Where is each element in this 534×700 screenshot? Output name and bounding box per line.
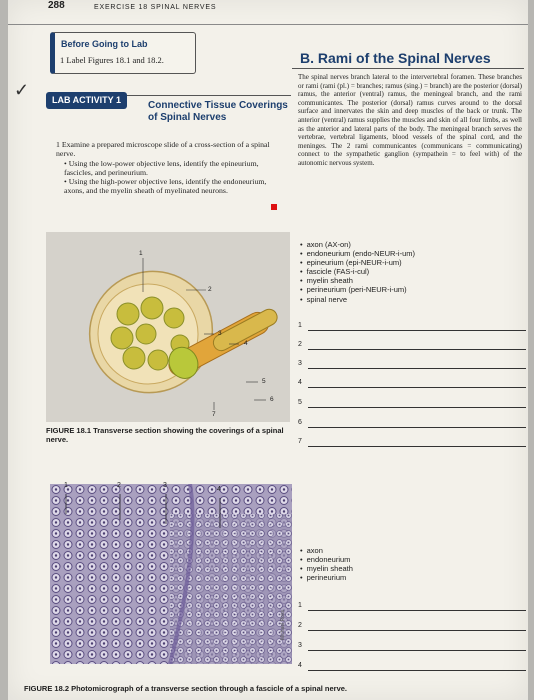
lab-activity-badge: LAB ACTIVITY 1 — [46, 92, 127, 109]
answer-line-4[interactable] — [308, 670, 526, 671]
callout-label: 6 — [270, 396, 274, 403]
callout-label: 1 — [139, 250, 143, 257]
nerve-illustration — [46, 232, 290, 422]
word-bank-term: • myelin sheath — [300, 564, 353, 573]
running-head: EXERCISE 18 SPINAL NERVES — [94, 4, 217, 11]
word-bank-term: • axon — [300, 546, 353, 555]
answer-number: 2 — [298, 622, 302, 629]
callout-label: 2 — [117, 482, 121, 489]
word-bank-term: • endoneurium (endo-NEUR-i-um) — [300, 249, 415, 258]
figure-18-1-word-bank — [300, 240, 415, 304]
callout-label: 3 — [218, 330, 222, 337]
word-bank-term: • spinal nerve — [300, 295, 415, 304]
callout-label: 3 — [163, 482, 167, 489]
figure-18-2-word-bank — [300, 546, 353, 582]
section-body: The spinal nerves branch lateral to the intervertebral foramen. These branches or rami (rami (pl.) = branches; ramus (sing.) = branch) are the posterior (dorsal) ramus, the anterior (ventral) ramus, the meningeal branch, and the rami communicantes. The posterior (dorsal) ramus curves around to the dorsal surface and innervates the skin and deep muscles of the back or trunk. The anterior (ventral) ramus supplies the muscles and skin of all four limbs, as well as the anterior and lateral parts of the body. The meningeal branch serves the vertebrae, vertebral ligaments, blood vessels of the spinal cord, and the meninges. The 2 rami communicantes (communicans = communicating) connect to the sympathetic ganglion (sympathein = to feel with) of the autonomic nervous system. — [298, 73, 522, 167]
activity-bullet: • Using the low-power objective lens, identify the epineurium, fascicles, and perineurium. — [64, 158, 259, 177]
answer-number: 1 — [298, 602, 302, 609]
answer-number: 4 — [298, 662, 302, 669]
section-rule — [292, 68, 524, 69]
handwritten-checkmark-icon: ✓ — [14, 80, 30, 100]
photo-credit: Michael Ross — [280, 609, 286, 640]
callout-label: 2 — [208, 286, 212, 293]
before-lab-title: Before Going to Lab — [61, 39, 148, 49]
answer-line-1[interactable] — [308, 610, 526, 611]
answer-number: 3 — [298, 360, 302, 367]
figure-18-2-caption: FIGURE 18.2 Photomicrograph of a transverse section through a fascicle of a spinal nerve. — [24, 684, 348, 693]
word-bank-term: • epineurium (epi-NEUR-i-um) — [300, 258, 415, 267]
activity-title: Connective Tissue Coverings of Spinal Nerves — [148, 100, 288, 123]
answer-number: 7 — [298, 438, 302, 445]
answer-line-6[interactable] — [308, 427, 526, 428]
word-bank-term: • myelin sheath — [300, 276, 415, 285]
answer-number: 1 — [298, 322, 302, 329]
answer-line-2[interactable] — [308, 630, 526, 631]
end-marker-icon — [271, 204, 277, 210]
answer-line-1[interactable] — [308, 330, 526, 331]
answer-line-5[interactable] — [308, 407, 526, 408]
page-number: 288 — [48, 0, 65, 11]
before-lab-item: 1 Label Figures 18.1 and 18.2. — [60, 55, 164, 65]
answer-number: 2 — [298, 341, 302, 348]
callout-label: 4 — [244, 340, 248, 347]
activity-bullet: • Using the high-power objective lens, identify the endoneurium, axons, and the myelin sheath of myelinated neurons. — [64, 177, 267, 196]
figure-18-1-caption: FIGURE 18.1 Transverse section showing the coverings of a spinal nerve. — [46, 426, 284, 444]
figure-18-1-illustration — [46, 232, 290, 422]
textbook-page — [8, 0, 528, 700]
callout-label: 1 — [64, 482, 68, 489]
answer-line-3[interactable] — [308, 650, 526, 651]
answer-number: 6 — [298, 419, 302, 426]
callout-label: 7 — [212, 411, 216, 418]
callout-label: 5 — [262, 378, 266, 385]
figure-18-2-micrograph — [50, 484, 292, 664]
word-bank-term: • axon (AX-on) — [300, 240, 415, 249]
section-title: B. Rami of the Spinal Nerves — [300, 50, 491, 66]
activity-step: 1 Examine a prepared microscope slide of a cross-section of a spinal nerve. — [56, 140, 270, 159]
before-lab-box — [50, 32, 196, 74]
activity-steps — [56, 140, 288, 196]
answer-number: 5 — [298, 399, 302, 406]
word-bank-term: • endoneurium — [300, 555, 353, 564]
answer-line-7[interactable] — [308, 446, 526, 447]
callout-label: 4 — [217, 486, 221, 493]
answer-number: 4 — [298, 379, 302, 386]
micrograph-image — [50, 484, 292, 664]
header-rule — [8, 24, 528, 25]
answer-line-4[interactable] — [308, 387, 526, 388]
word-bank-term: • perineurium (peri-NEUR-i-um) — [300, 285, 415, 294]
word-bank-term: • perineurium — [300, 573, 353, 582]
answer-line-2[interactable] — [308, 349, 526, 350]
word-bank-term: • fascicle (FAS-i-cul) — [300, 267, 415, 276]
answer-line-3[interactable] — [308, 368, 526, 369]
answer-number: 3 — [298, 642, 302, 649]
